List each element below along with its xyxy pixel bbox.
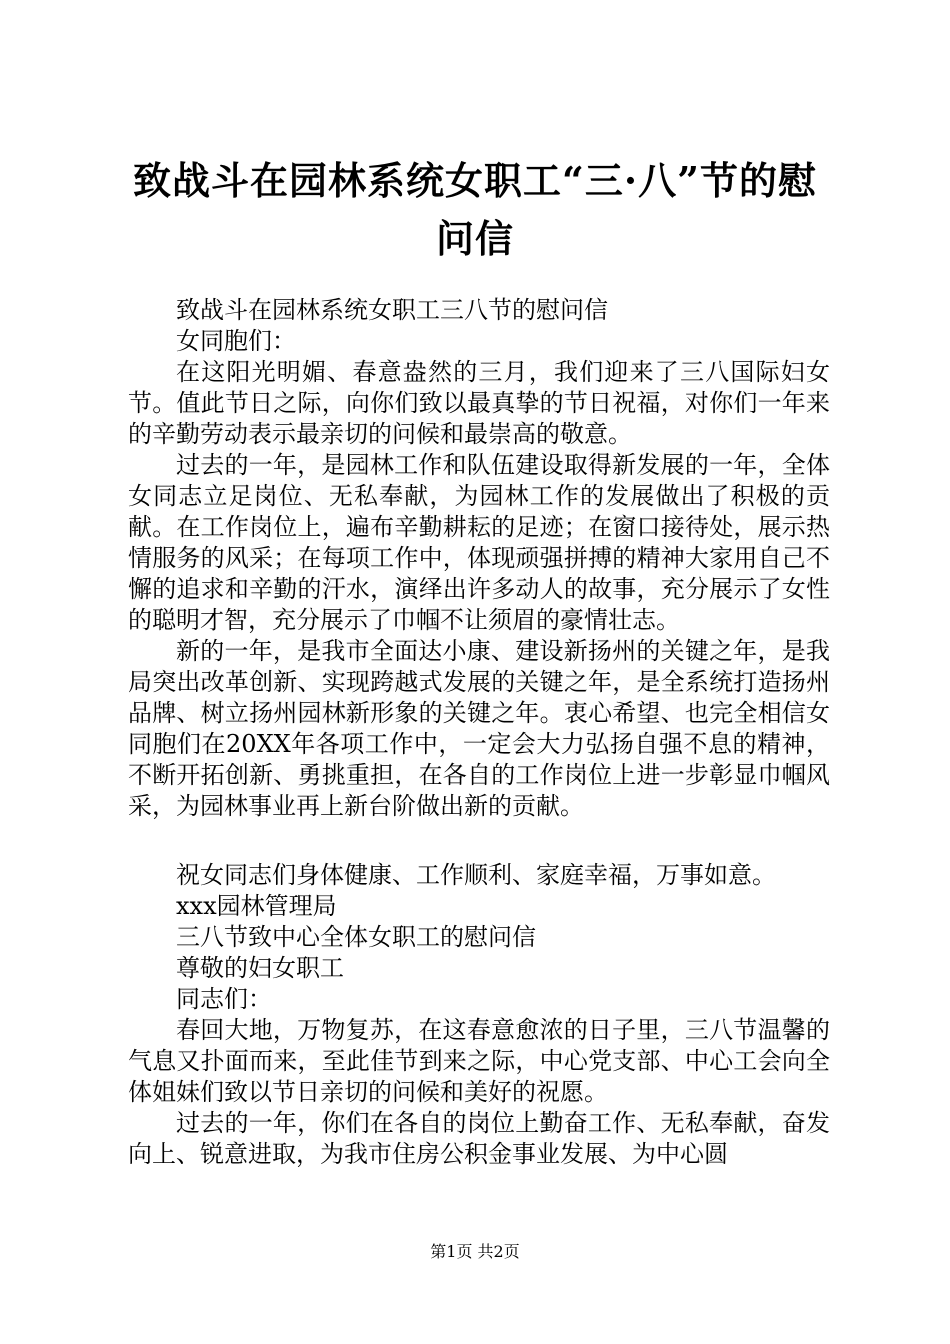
salutation: 女同胞们： (176, 327, 296, 355)
body-paragraph: 春回大地，万物复苏，在这春意愈浓的日子里，三八节温馨的气息又扑面而来，至此佳节到来之际，中心党支部、中心工会向全体姐妹们致以节日亲切的问候和美好的祝愿。 (128, 1016, 830, 1106)
salutation: 尊敬的妇女职工 (176, 954, 344, 982)
section-heading: 三八节致中心全体女职工的慰问信 (176, 923, 536, 951)
page-footer: 第1页 共2页 (430, 1242, 520, 1261)
body-paragraph: 致战斗在园林系统女职工三八节的慰问信 (176, 296, 608, 324)
body-paragraph: 过去的一年，你们在各自的岗位上勤奋工作、无私奉献，奋发向上、锐意进取，为我市住房公积金事业发展、为中心圆 (128, 1109, 830, 1168)
signature: xxx园林管理局 (176, 892, 337, 920)
salutation: 同志们： (176, 985, 272, 1013)
document-title: 致战斗在园林系统女职工“三·八”节的慰问信 (133, 158, 817, 261)
body-paragraph: 新的一年，是我市全面达小康、建设新扬州的关键之年，是我局突出改革创新、实现跨越式发展的关键之年，是全系统打造扬州品牌、树立扬州园林新形象的关键之年。衷心希望、也完全相信女同胞们在20XX年各项工作中，一定会大力弘扬自强不息的精神，不断开拓创新、勇挑重担，在各自的工作岗位上进一步彰显巾帼风采，为园林事业再上新台阶做出新的贡献。 (128, 637, 830, 820)
body-paragraph: 过去的一年，是园林工作和队伍建设取得新发展的一年，全体女同志立足岗位、无私奉献，为园林工作的发展做出了积极的贡献。在工作岗位上，遍布辛勤耕耘的足迹；在窗口接待处，展示热情服务的风采；在每项工作中，体现顽强拼搏的精神大家用自己不懈的追求和辛勤的汗水，演绎出许多动人的故事，充分展示了女性的聪明才智，充分展示了巾帼不让须眉的豪情壮志。 (128, 451, 830, 634)
document-body (128, 295, 830, 1170)
paragraph-spacer (128, 822, 830, 860)
closing-wish: 祝女同志们身体健康、工作顺利、家庭幸福，万事如意。 (176, 861, 776, 889)
body-paragraph: 在这阳光明媚、春意盎然的三月，我们迎来了三八国际妇女节。值此节日之际，向你们致以最真挚的节日祝福，对你们一年来的辛勤劳动表示最亲切的问候和最崇高的敬意。 (128, 358, 830, 448)
